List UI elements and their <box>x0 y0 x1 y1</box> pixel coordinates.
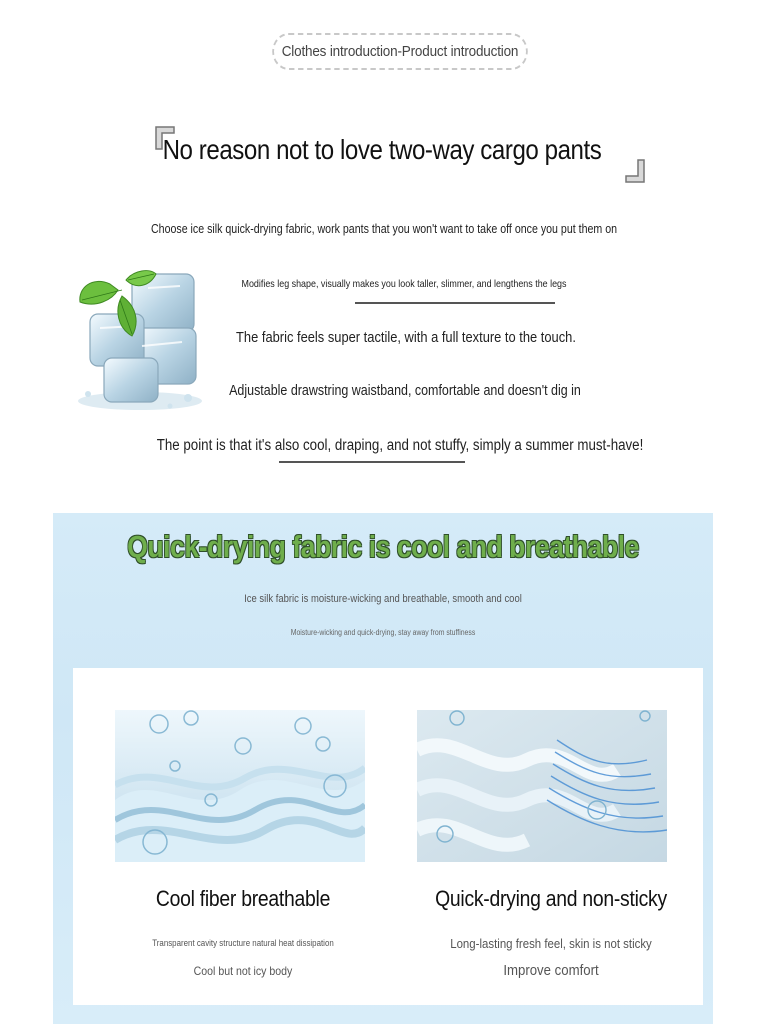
intro-line: The point is that it's also cool, draping, and not stuffy, simply a summer must-have! <box>156 437 644 454</box>
fabric-section-note: Moisture-wicking and quick-drying, stay away from stuffiness <box>290 628 476 637</box>
fabric-section-title: Quick-drying fabric is cool and breathable <box>127 529 639 564</box>
corner-bracket-icon <box>620 156 646 184</box>
intro-line: Choose ice silk quick-drying fabric, work pants that you won't want to take off once you put them on <box>150 222 618 236</box>
section-tag-label: Clothes introduction-Product introduction <box>281 43 519 60</box>
page-headline: No reason not to love two-way cargo pants <box>162 134 602 165</box>
fabric-section <box>53 513 713 1024</box>
feature-card <box>73 668 703 1005</box>
fabric-section-subtitle: Ice silk fabric is moisture-wicking and breathable, smooth and cool <box>244 593 522 605</box>
feature-title: Cool fiber breathable <box>155 886 331 911</box>
ice-mint-image <box>70 266 210 416</box>
fiber-drying-image <box>417 710 667 862</box>
fiber-texture-image <box>115 710 365 862</box>
feature-description: Improve comfort <box>503 962 599 979</box>
divider <box>279 461 465 463</box>
intro-line: Modifies leg shape, visually makes you look taller, slimmer, and lengthens the legs <box>241 278 567 290</box>
intro-line: The fabric feels super tactile, with a full texture to the touch. <box>236 329 576 346</box>
intro-line: Adjustable drawstring waistband, comfortable and doesn't dig in <box>229 383 581 399</box>
divider <box>355 302 555 304</box>
section-tag <box>272 33 528 70</box>
feature-title: Quick-drying and non-sticky <box>435 886 667 911</box>
feature-description: Cool but not icy body <box>193 964 293 978</box>
feature-description: Long-lasting fresh feel, skin is not sticky <box>450 936 652 951</box>
feature-description: Transparent cavity structure natural heat dissipation <box>152 938 334 948</box>
